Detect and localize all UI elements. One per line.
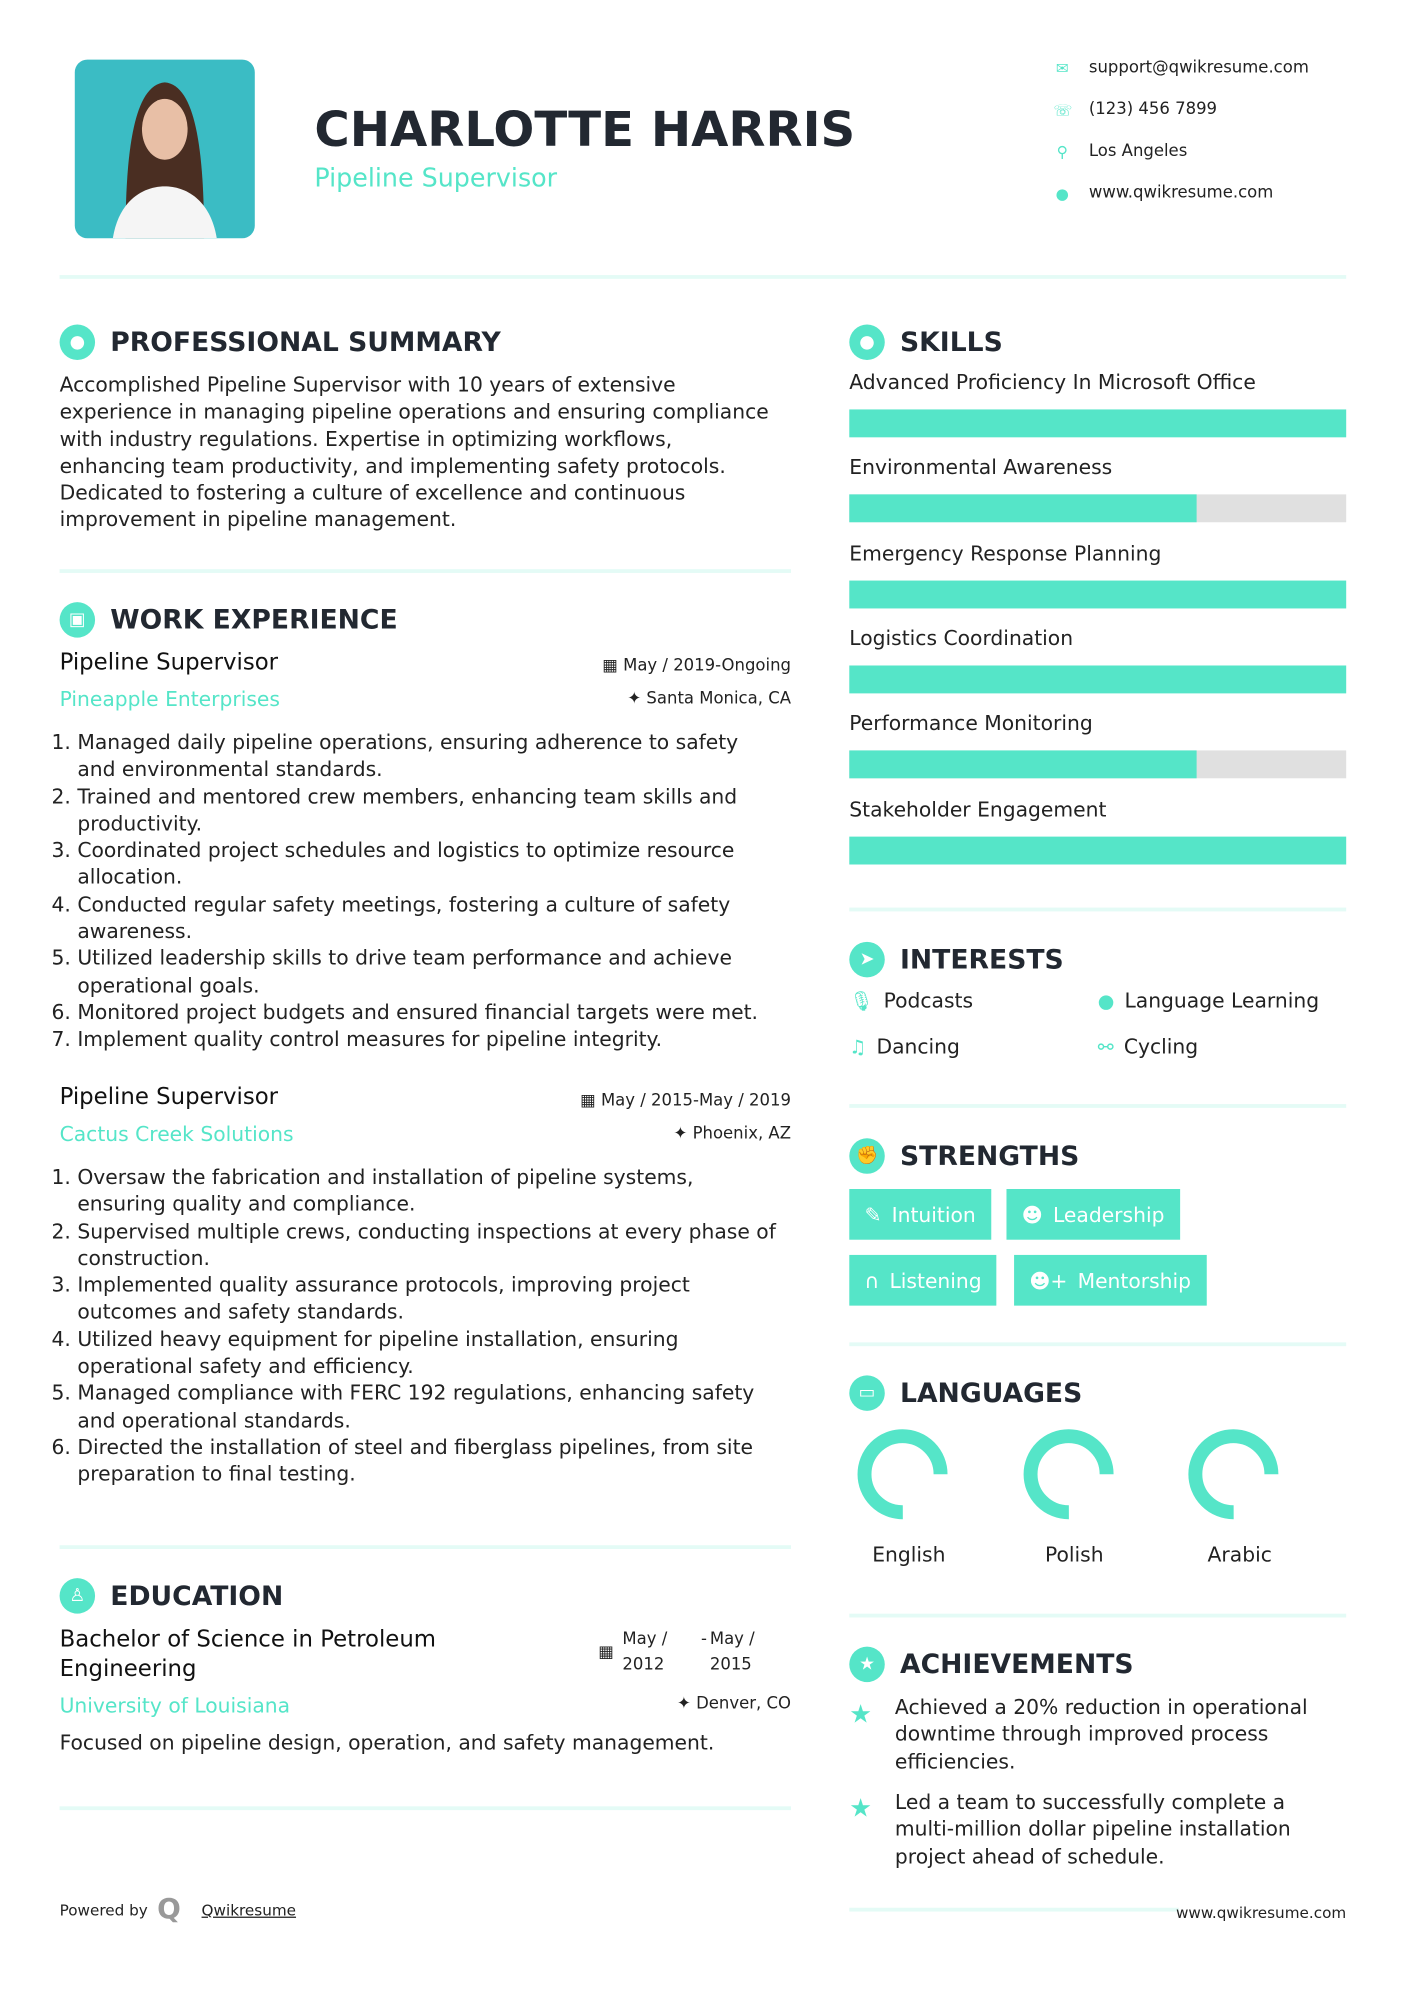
job-bullet: 2. Supervised multiple crews, conducting inspections at every phase of construction. bbox=[77, 1218, 782, 1272]
education-heading: ♙ EDUCATION bbox=[60, 1578, 284, 1613]
interest-item: ⚯ Cycling bbox=[1097, 1034, 1199, 1059]
job-bullet: 1. Managed daily pipeline operations, ensuring adherence to safety and environmental standards. bbox=[77, 729, 782, 783]
pin-icon: ✦ bbox=[677, 1694, 697, 1714]
pin-icon: ✦ bbox=[673, 1124, 693, 1144]
lightbulb-icon: ● bbox=[849, 325, 884, 360]
fist-icon: ✊ bbox=[849, 1138, 884, 1173]
skill-bar-fill bbox=[849, 409, 1346, 437]
strength-tag: ✎ Intuition bbox=[849, 1189, 991, 1240]
job-location: ✦ Phoenix, AZ bbox=[673, 1124, 791, 1144]
skill-bar-fill bbox=[849, 751, 1197, 779]
language-icon: ▭ bbox=[849, 1375, 884, 1410]
job-bullets bbox=[60, 729, 783, 1053]
achievement-item: Achieved a 20% reduction in operational downtime through improved process efficiencies. bbox=[894, 1694, 1308, 1773]
calendar-icon: ▦ bbox=[602, 656, 624, 676]
calendar-icon: ▦ bbox=[580, 1091, 601, 1111]
user-plus-icon: ☻+ bbox=[1029, 1268, 1068, 1293]
skill-bar bbox=[849, 665, 1346, 693]
strength-tag: ☻+ Mentorship bbox=[1014, 1255, 1206, 1306]
envelope-icon: ✉ bbox=[1055, 58, 1069, 77]
contact-phone: ☏ (123) 456 7899 bbox=[1053, 100, 1218, 120]
interests-heading: ➤ INTERESTS bbox=[849, 942, 1063, 977]
map-marker-icon: ⚲ bbox=[1056, 142, 1068, 161]
phone-icon: ☏ bbox=[1053, 100, 1073, 119]
calendar-icon: ▦ bbox=[598, 1642, 614, 1662]
job-bullet: 5. Managed compliance with FERC 192 regulations, enhancing safety and operational standards. bbox=[77, 1380, 782, 1434]
microphone-icon: 🎙 bbox=[849, 989, 874, 1013]
summary-heading: ● PROFESSIONAL SUMMARY bbox=[60, 325, 501, 360]
language-ring bbox=[1020, 1426, 1116, 1522]
strength-tag: ☻ Leadership bbox=[1006, 1189, 1179, 1240]
section-divider bbox=[60, 569, 791, 573]
language-ring bbox=[854, 1426, 950, 1522]
job-title: Pipeline Supervisor bbox=[59, 649, 279, 676]
contact-location: ⚲ Los Angeles bbox=[1053, 142, 1187, 161]
language-ring bbox=[1185, 1426, 1281, 1522]
degree: Bachelor of Science in Petroleum Engineering bbox=[59, 1626, 437, 1683]
interest-item: ● Language Learning bbox=[1097, 988, 1320, 1013]
job-location: ✦ Santa Monica, CA bbox=[627, 689, 791, 709]
skill-name: Performance Monitoring bbox=[849, 711, 1093, 736]
paper-plane-icon: ➤ bbox=[849, 942, 884, 977]
skill-bar bbox=[849, 580, 1346, 608]
skill-bar-fill bbox=[849, 665, 1346, 693]
star-icon: ★ bbox=[849, 1698, 873, 1730]
globe-icon: ● bbox=[1097, 989, 1115, 1013]
contact-website[interactable]: ● www.qwikresume.com bbox=[1053, 184, 1273, 203]
skills-heading: ● SKILLS bbox=[849, 325, 1003, 360]
job-date: ▦ May / 2015-May / 2019 bbox=[580, 1091, 791, 1111]
skill-bar bbox=[849, 495, 1346, 523]
profile-photo bbox=[75, 60, 255, 239]
powered-by: Powered by bbox=[59, 1901, 148, 1920]
section-divider bbox=[849, 1104, 1346, 1108]
section-divider bbox=[849, 1908, 1179, 1912]
work-heading: ▣ WORK EXPERIENCE bbox=[60, 602, 398, 637]
edu-description: Focused on pipeline design, operation, and safety management. bbox=[59, 1730, 715, 1755]
skill-bar-fill bbox=[849, 495, 1197, 523]
skill-name: Environmental Awareness bbox=[849, 455, 1113, 480]
section-divider bbox=[849, 908, 1346, 912]
school: University of Louisiana bbox=[59, 1693, 291, 1718]
skill-bar-fill bbox=[849, 580, 1346, 608]
strength-tag: ∩ Listening bbox=[849, 1255, 997, 1306]
edu-location: ✦ Denver, CO bbox=[677, 1694, 791, 1714]
languages-heading: ▭ LANGUAGES bbox=[849, 1375, 1082, 1410]
language-name: Arabic bbox=[1207, 1542, 1272, 1567]
user-icon: ● bbox=[60, 325, 95, 360]
section-divider bbox=[60, 1806, 791, 1810]
job-bullet: 2. Trained and mentored crew members, enhancing team skills and productivity. bbox=[77, 783, 782, 837]
skill-bar-fill bbox=[849, 836, 1346, 864]
job-bullets bbox=[60, 1164, 783, 1488]
music-icon: ♫ bbox=[849, 1034, 867, 1058]
qwikresume-logo: Q bbox=[157, 1893, 181, 1926]
section-divider bbox=[849, 1342, 1346, 1346]
magic-wand-icon: ✎ bbox=[864, 1202, 882, 1227]
qwikresume-link[interactable]: Qwikresume bbox=[201, 1901, 297, 1920]
section-divider bbox=[849, 1614, 1346, 1618]
job-bullet: 6. Directed the installation of steel and fiberglass pipelines, from site preparation to final testing. bbox=[77, 1434, 782, 1488]
header-divider bbox=[60, 275, 1347, 279]
language-name: English bbox=[872, 1542, 946, 1567]
job-bullet: 3. Coordinated project schedules and logistics to optimize resource allocation. bbox=[77, 837, 782, 891]
bicycle-icon: ⚯ bbox=[1097, 1034, 1114, 1058]
skill-name: Advanced Proficiency In Microsoft Office bbox=[849, 370, 1256, 395]
job-bullet: 1. Oversaw the fabrication and installation of pipeline systems, ensuring quality and compliance. bbox=[77, 1164, 782, 1218]
summary-text: Accomplished Pipeline Supervisor with 10 years of extensive experience in managing pipeline operations and ensuring compliance with industry regulations. Expertise in optimizing workflows, enhancing team productivity, and implementing safety protocols. Dedicated to fostering a culture of excellence and continuous improvement in pipeline management. bbox=[59, 372, 769, 532]
job-bullet: 3. Implemented quality assurance protocols, improving project outcomes and safety standards. bbox=[77, 1272, 782, 1326]
job-bullet: 6. Monitored project budgets and ensured financial targets were met. bbox=[77, 999, 782, 1026]
candidate-name: CHARLOTTE HARRIS bbox=[314, 101, 856, 158]
skill-bar bbox=[849, 409, 1346, 437]
job-bullet: 7. Implement quality control measures for pipeline integrity. bbox=[77, 1026, 782, 1053]
achievements-heading: ★ ACHIEVEMENTS bbox=[849, 1647, 1133, 1682]
edu-start: May / 2012 bbox=[622, 1630, 668, 1675]
skill-bar bbox=[849, 836, 1346, 864]
interest-item: ♫ Dancing bbox=[849, 1034, 960, 1059]
star-icon: ★ bbox=[849, 1647, 884, 1682]
job-company: Pineapple Enterprises bbox=[59, 687, 280, 712]
star-icon: ★ bbox=[849, 1792, 873, 1823]
achievement-item: Led a team to successfully complete a multi-million dollar pipeline installation project ahead of schedule. bbox=[894, 1789, 1291, 1868]
candidate-title: Pipeline Supervisor bbox=[314, 162, 558, 193]
job-bullet: 5. Utilized leadership skills to drive team performance and achieve operational goals. bbox=[77, 945, 782, 999]
briefcase-icon: ▣ bbox=[60, 602, 95, 637]
job-company: Cactus Creek Solutions bbox=[59, 1121, 294, 1146]
pin-icon: ✦ bbox=[627, 689, 647, 709]
contact-email[interactable]: ✉ support@qwikresume.com bbox=[1053, 58, 1309, 77]
users-icon: ☻ bbox=[1021, 1202, 1043, 1227]
headphones-icon: ∩ bbox=[864, 1268, 880, 1293]
interest-item: 🎙 Podcasts bbox=[849, 988, 974, 1013]
job-bullet: 4. Utilized heavy equipment for pipeline installation, ensuring operational safety and efficiency. bbox=[77, 1326, 782, 1380]
skill-name: Logistics Coordination bbox=[849, 626, 1074, 651]
job-bullet: 4. Conducted regular safety meetings, fostering a culture of safety awareness. bbox=[77, 891, 782, 945]
section-divider bbox=[60, 1545, 791, 1549]
job-title: Pipeline Supervisor bbox=[59, 1083, 279, 1111]
edu-end: May / 2015 bbox=[709, 1630, 755, 1675]
graduate-icon: ♙ bbox=[60, 1578, 95, 1613]
globe-icon: ● bbox=[1055, 184, 1069, 203]
date-separator: - bbox=[700, 1630, 707, 1650]
footer-website[interactable]: www.qwikresume.com bbox=[1175, 1903, 1347, 1922]
skill-bar bbox=[849, 751, 1346, 779]
skill-name: Emergency Response Planning bbox=[849, 540, 1162, 565]
strengths-heading: ✊ STRENGTHS bbox=[849, 1138, 1079, 1173]
job-date: ▦ May / 2019-Ongoing bbox=[602, 656, 791, 676]
skill-name: Stakeholder Engagement bbox=[849, 796, 1107, 821]
language-name: Polish bbox=[1044, 1542, 1104, 1567]
